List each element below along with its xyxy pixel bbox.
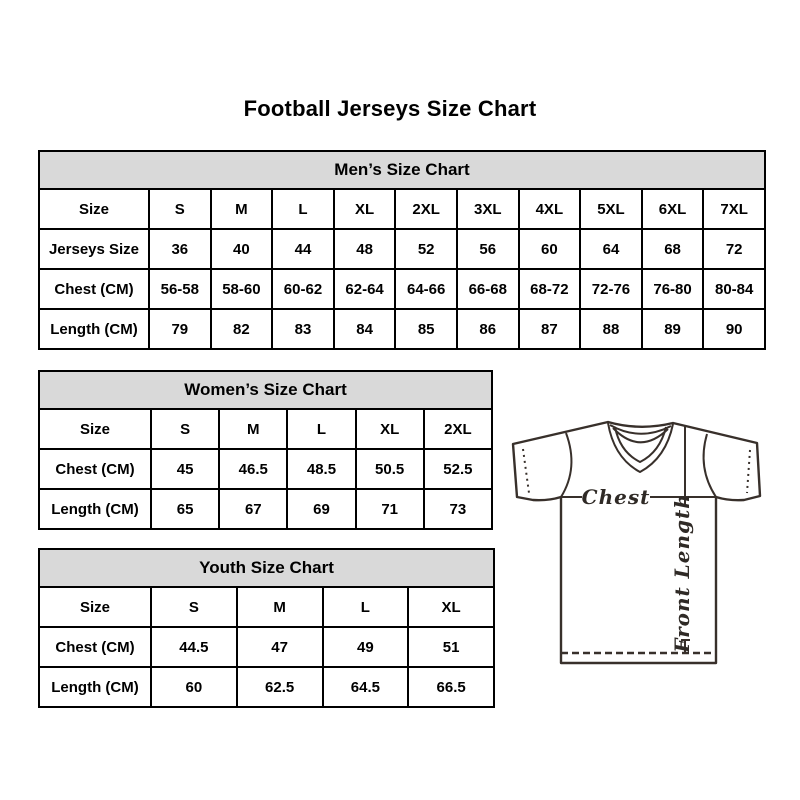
men-row-0-cell-3: XL [334, 189, 396, 229]
men-row-3-label: Length (CM) [39, 309, 149, 349]
youth-row-2-cell-2: 64.5 [323, 667, 409, 707]
men-table-row [39, 309, 765, 349]
youth-table-row [39, 587, 494, 627]
men-row-0-cell-8: 6XL [642, 189, 704, 229]
youth-row-2-cell-0: 60 [151, 667, 237, 707]
women-row-0-cell-4: 2XL [424, 409, 492, 449]
men-row-2-cell-6: 68-72 [519, 269, 581, 309]
men-row-1-cell-5: 56 [457, 229, 519, 269]
men-row-3-cell-6: 87 [519, 309, 581, 349]
women-table-header: Women’s Size Chart [39, 371, 492, 409]
left-sleeve-seam [561, 433, 571, 497]
youth-table-row [39, 627, 494, 667]
youth-row-0-cell-3: XL [408, 587, 494, 627]
men-row-2-label: Chest (CM) [39, 269, 149, 309]
left-cuff-stitch-line [523, 449, 529, 493]
jersey-outline [513, 422, 760, 663]
jersey-measurement-diagram [500, 400, 790, 680]
women-row-0-cell-3: XL [356, 409, 424, 449]
men-row-3-cell-3: 84 [334, 309, 396, 349]
men-row-0-cell-1: M [211, 189, 273, 229]
women-row-1-cell-0: 45 [151, 449, 219, 489]
men-row-3-cell-1: 82 [211, 309, 273, 349]
men-row-1-cell-9: 72 [703, 229, 765, 269]
men-table-row [39, 229, 765, 269]
men-row-1-cell-2: 44 [272, 229, 334, 269]
youth-row-2-cell-1: 62.5 [237, 667, 323, 707]
men-row-2-cell-2: 60-62 [272, 269, 334, 309]
men-row-0-cell-9: 7XL [703, 189, 765, 229]
women-row-2-cell-2: 69 [287, 489, 355, 529]
men-row-0-cell-4: 2XL [395, 189, 457, 229]
men-row-0-cell-7: 5XL [580, 189, 642, 229]
women-row-0-cell-1: M [219, 409, 287, 449]
men-row-2-cell-3: 62-64 [334, 269, 396, 309]
youth-row-2-cell-3: 66.5 [408, 667, 494, 707]
women-row-1-label: Chest (CM) [39, 449, 151, 489]
women-row-1-cell-2: 48.5 [287, 449, 355, 489]
men-table-row [39, 269, 765, 309]
youth-row-2-label: Length (CM) [39, 667, 151, 707]
youth-row-1-label: Chest (CM) [39, 627, 151, 667]
mens-size-table [38, 150, 766, 350]
women-row-2-cell-4: 73 [424, 489, 492, 529]
women-row-0-label: Size [39, 409, 151, 449]
right-sleeve-seam [704, 434, 716, 497]
youth-row-1-cell-3: 51 [408, 627, 494, 667]
men-row-1-cell-4: 52 [395, 229, 457, 269]
youth-row-1-cell-0: 44.5 [151, 627, 237, 667]
women-row-2-cell-1: 67 [219, 489, 287, 529]
youth-row-0-cell-1: M [237, 587, 323, 627]
men-row-3-cell-9: 90 [703, 309, 765, 349]
women-row-0-cell-2: L [287, 409, 355, 449]
men-row-1-label: Jerseys Size [39, 229, 149, 269]
right-cuff-stitch-line [747, 450, 750, 493]
men-row-2-cell-8: 76-80 [642, 269, 704, 309]
men-row-2-cell-1: 58-60 [211, 269, 273, 309]
women-table-row [39, 489, 492, 529]
men-row-2-cell-7: 72-76 [580, 269, 642, 309]
women-row-1-cell-3: 50.5 [356, 449, 424, 489]
men-row-0-cell-2: L [272, 189, 334, 229]
youth-table-row [39, 667, 494, 707]
men-row-1-cell-7: 64 [580, 229, 642, 269]
men-row-3-cell-7: 88 [580, 309, 642, 349]
youth-row-1-cell-2: 49 [323, 627, 409, 667]
youth-size-table [38, 548, 495, 708]
men-row-3-cell-2: 83 [272, 309, 334, 349]
men-row-3-cell-0: 79 [149, 309, 211, 349]
men-row-2-cell-9: 80-84 [703, 269, 765, 309]
women-row-2-cell-0: 65 [151, 489, 219, 529]
men-table-header: Men’s Size Chart [39, 151, 765, 189]
men-row-0-cell-6: 4XL [519, 189, 581, 229]
men-row-1-cell-8: 68 [642, 229, 704, 269]
womens-size-table [38, 370, 493, 530]
page-title: Football Jerseys Size Chart [243, 96, 537, 121]
women-row-1-cell-1: 46.5 [219, 449, 287, 489]
women-table-row [39, 409, 492, 449]
jersey-diagram-svg [500, 400, 790, 680]
chest-label: Chest [581, 485, 651, 509]
women-row-2-label: Length (CM) [39, 489, 151, 529]
youth-row-0-cell-2: L [323, 587, 409, 627]
men-row-0-cell-0: S [149, 189, 211, 229]
youth-row-1-cell-1: 47 [237, 627, 323, 667]
men-row-1-cell-1: 40 [211, 229, 273, 269]
women-row-1-cell-4: 52.5 [424, 449, 492, 489]
men-row-1-cell-0: 36 [149, 229, 211, 269]
youth-row-0-cell-0: S [151, 587, 237, 627]
men-row-3-cell-8: 89 [642, 309, 704, 349]
men-row-2-cell-5: 66-68 [457, 269, 519, 309]
youth-table-header: Youth Size Chart [39, 549, 494, 587]
men-row-0-cell-5: 3XL [457, 189, 519, 229]
men-row-2-cell-4: 64-66 [395, 269, 457, 309]
men-row-1-cell-3: 48 [334, 229, 396, 269]
men-row-2-cell-0: 56-58 [149, 269, 211, 309]
women-row-0-cell-0: S [151, 409, 219, 449]
women-table-row [39, 449, 492, 489]
men-row-3-cell-5: 86 [457, 309, 519, 349]
youth-row-0-label: Size [39, 587, 151, 627]
men-row-3-cell-4: 85 [395, 309, 457, 349]
front-length-label: Front Length [670, 493, 694, 653]
men-row-0-label: Size [39, 189, 149, 229]
women-row-2-cell-3: 71 [356, 489, 424, 529]
men-table-row [39, 189, 765, 229]
men-row-1-cell-6: 60 [519, 229, 581, 269]
